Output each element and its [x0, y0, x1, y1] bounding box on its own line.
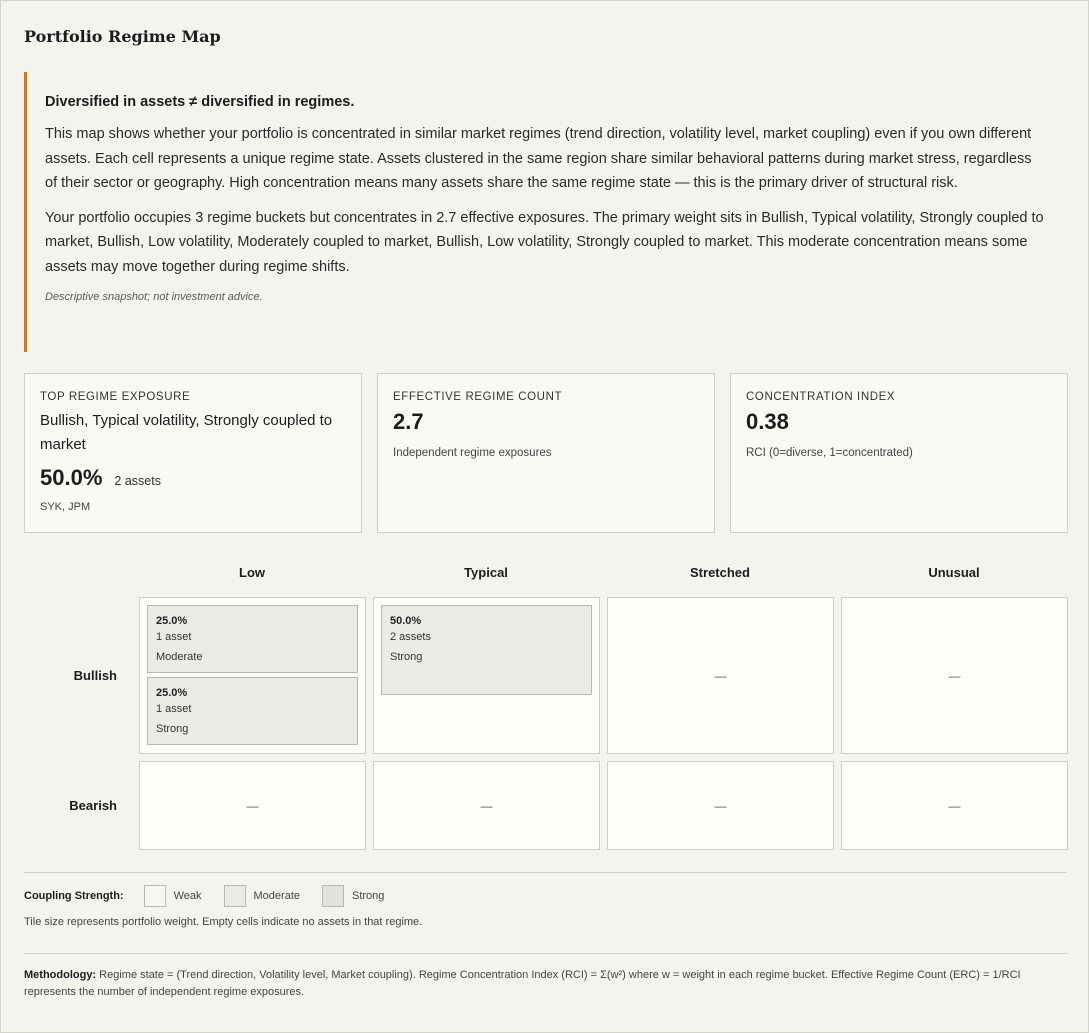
- legend-note: Tile size represents portfolio weight. Empty cells indicate no assets in that regime.: [24, 916, 423, 928]
- tile-asset-count: 1 asset: [156, 703, 192, 715]
- erc-label: EFFECTIVE REGIME COUNT: [393, 391, 563, 403]
- legend-swatch-weak: [144, 885, 166, 907]
- rci-value: 0.38: [746, 409, 789, 434]
- explanation-callout: [24, 72, 1067, 352]
- top-regime-name: Bullish, Typical volatility, Strongly coupled to market: [40, 412, 333, 453]
- column-header-unusual: Unusual: [928, 565, 980, 580]
- empty-cell-marker: —: [714, 668, 727, 683]
- legend-swatch-strong: [322, 885, 344, 907]
- legend-label-strong: Strong: [352, 890, 385, 902]
- regime-tile[interactable]: [147, 677, 358, 745]
- legend-title: Coupling Strength:: [24, 890, 124, 902]
- top-regime-value: 50.0%: [40, 465, 103, 490]
- cell-bearish-low: [139, 761, 366, 850]
- column-header-typical: Typical: [464, 565, 508, 580]
- erc-subtitle: Independent regime exposures: [393, 447, 552, 459]
- tile-coupling: Moderate: [156, 651, 203, 663]
- cell-bearish-typical: [373, 761, 600, 850]
- cell-bearish-stretched: [607, 761, 834, 850]
- top-regime-tickers: SYK, JPM: [40, 501, 91, 513]
- callout-lead: Diversified in assets ≠ diversified in regimes.: [45, 94, 355, 110]
- tile-weight: 25.0%: [156, 615, 188, 627]
- rci-label: CONCENTRATION INDEX: [746, 391, 896, 403]
- regime-tile[interactable]: [147, 605, 358, 673]
- tile-asset-count: 2 assets: [390, 631, 431, 643]
- callout-paragraph-intro: This map shows whether your portfolio is concentrated in similar market regimes (trend direction, volatility level, market coupling) even if you own different assets. Each cell represents a unique regime state. Assets clustered in the same region share similar behavioral patterns during market stress, regardless of their sector or geography. High concentration means many assets share the same regime state — this is the primary driver of structural risk.: [45, 126, 1032, 191]
- legend-label-weak: Weak: [173, 890, 202, 902]
- cell-bullish-unusual: [841, 597, 1068, 754]
- empty-cell-marker: —: [948, 668, 961, 683]
- column-header-stretched: Stretched: [690, 565, 750, 580]
- top-regime-assets: 2 assets: [114, 474, 161, 488]
- empty-cell-marker: —: [948, 798, 961, 813]
- methodology-label: Methodology:: [24, 969, 97, 981]
- tile-weight: 50.0%: [390, 615, 422, 627]
- top-regime-label: TOP REGIME EXPOSURE: [40, 391, 191, 403]
- rci-subtitle: RCI (0=diverse, 1=concentrated): [746, 447, 913, 459]
- divider: [24, 872, 1067, 873]
- methodology-text: Regime state = (Trend direction, Volatility level, Market coupling). Regime Concentration Index (RCI) = Σ(w²) where w = weight in each regime bucket. Effective Regime Count (ERC) = 1/RCI represents the number of independent regime exposures.: [24, 969, 1021, 998]
- legend-label-moderate: Moderate: [253, 890, 300, 902]
- methodology-note: [24, 967, 1064, 1001]
- row-header-bullish: Bullish: [73, 668, 117, 683]
- cell-bearish-unusual: [841, 761, 1068, 850]
- column-header-low: Low: [239, 565, 265, 580]
- row-header-bearish: Bearish: [69, 798, 117, 813]
- top-regime-card: [24, 373, 362, 533]
- disclaimer: Descriptive snapshot; not investment advice.: [45, 291, 263, 303]
- tile-weight: 25.0%: [156, 687, 188, 699]
- tile-coupling: Strong: [390, 651, 423, 663]
- regime-tile[interactable]: [381, 605, 592, 695]
- cell-bullish-stretched: [607, 597, 834, 754]
- empty-cell-marker: —: [714, 798, 727, 813]
- cell-bullish-low: [139, 597, 366, 754]
- page-title: Portfolio Regime Map: [24, 27, 221, 46]
- erc-value: 2.7: [393, 409, 424, 434]
- tile-asset-count: 1 asset: [156, 631, 192, 643]
- effective-regime-count-card: [377, 373, 715, 533]
- empty-cell-marker: —: [480, 798, 493, 813]
- empty-cell-marker: —: [246, 798, 259, 813]
- divider: [24, 953, 1067, 954]
- concentration-index-card: [730, 373, 1068, 533]
- cell-bullish-typical: [373, 597, 600, 754]
- tile-coupling: Strong: [156, 723, 189, 735]
- legend-swatch-moderate: [224, 885, 246, 907]
- coupling-legend: [24, 885, 406, 907]
- callout-paragraph-summary: Your portfolio occupies 3 regime buckets but concentrates in 2.7 effective exposures. The primary weight sits in Bullish, Typical volatility, Strongly coupled to market, Bullish, Low volatility, Moderately coupled to market, Bullish, Low volatility, Strongly coupled to market. This moderate concentration means some assets may move together during regime shifts.: [45, 209, 1044, 275]
